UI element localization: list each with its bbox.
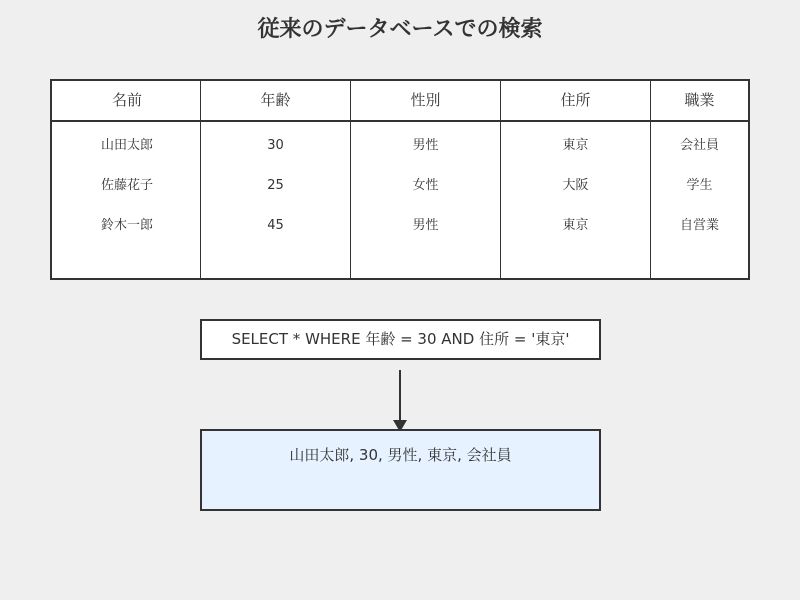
header-age: 年齢 xyxy=(260,91,291,109)
header-address: 住所 xyxy=(560,91,591,109)
cell-row2-age: 25 xyxy=(267,178,284,193)
cell-row1-age: 30 xyxy=(267,138,284,153)
cell-row2-gender: 女性 xyxy=(412,178,439,193)
down-arrow-icon xyxy=(390,368,410,434)
cell-row1-gender: 男性 xyxy=(412,138,439,153)
cell-row2-name: 佐藤花子 xyxy=(100,178,153,193)
header-name: 名前 xyxy=(111,91,142,109)
diagram-title: 従来のデータベースでの検索 xyxy=(257,17,543,42)
cell-row1-occupation: 会社員 xyxy=(679,138,719,153)
header-gender: 性別 xyxy=(410,91,441,109)
column-age xyxy=(200,81,350,278)
cell-row2-address: 大阪 xyxy=(562,178,589,193)
cell-row3-address: 東京 xyxy=(562,218,589,233)
column-name xyxy=(52,81,202,278)
cell-row3-gender: 男性 xyxy=(412,218,439,233)
column-occupation xyxy=(650,81,748,278)
cell-row1-name: 山田太郎 xyxy=(100,138,153,153)
header-occupation: 職業 xyxy=(684,91,715,109)
cell-row2-occupation: 学生 xyxy=(686,178,713,193)
database-table xyxy=(50,79,750,280)
cell-row1-address: 東京 xyxy=(562,138,589,153)
result-box: 山田太郎, 30, 男性, 東京, 会社員 xyxy=(200,429,601,511)
cell-row3-age: 45 xyxy=(267,218,284,233)
cell-row3-name: 鈴木一郎 xyxy=(100,218,153,233)
cell-row3-occupation: 自営業 xyxy=(679,218,719,233)
column-address xyxy=(500,81,650,278)
query-box: SELECT * WHERE 年齢 = 30 AND 住所 = '東京' xyxy=(200,319,601,360)
header-divider xyxy=(52,120,748,122)
column-gender xyxy=(350,81,500,278)
